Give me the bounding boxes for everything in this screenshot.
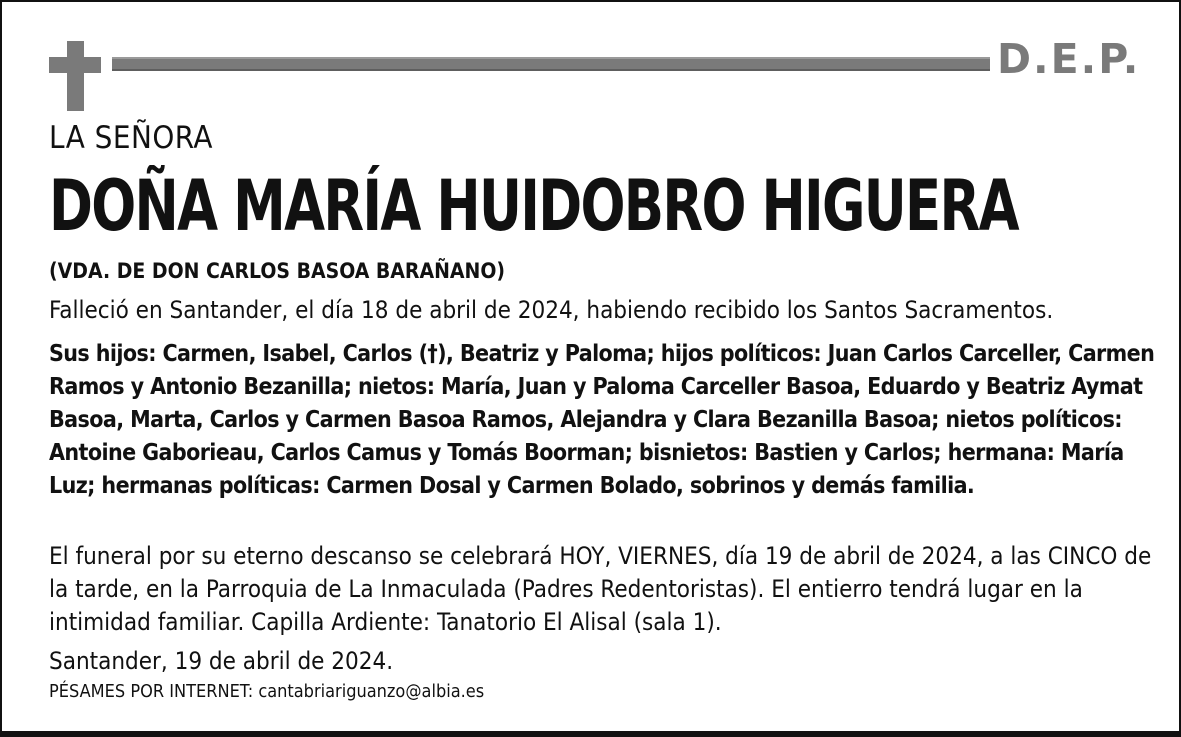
place-date: Santander, 19 de abril de 2024. bbox=[49, 647, 394, 675]
cross-vertical-bar bbox=[67, 41, 84, 111]
widow-of-line: (VDA. DE DON CARLOS BASOA BARAÑANO) bbox=[49, 259, 506, 283]
family-paragraph: Sus hijos: Carmen, Isabel, Carlos (†), Beatriz y Paloma; hijos políticos: Juan Carlos Carceller, Carmen Ramos y Antonio Bezanilla; nietos: María, Juan y Paloma Carceller Basoa, Eduardo y Beatriz Aymat Basoa, Marta, Carlos y Carmen Basoa Ramos, Alejandra y Clara Bezanilla Basoa; nietos políticos: Antoine Gaborieau, Carlos Camus y Tomás Boorman; bisnietos: Bastien y Carlos; hermana: María Luz; hermanas políticas: Carmen Dosal y Carmen Bolado, sobrinos y demás familia. bbox=[49, 341, 1155, 499]
header-rule bbox=[112, 57, 990, 71]
title-prefix: LA SEÑORA bbox=[49, 120, 213, 156]
cross-horizontal-bar bbox=[49, 57, 101, 73]
deceased-name: DOÑA MARÍA HUIDOBRO HIGUERA bbox=[49, 165, 1018, 247]
funeral-paragraph: El funeral por su eterno descanso se celebrará HOY, VIERNES, día 19 de abril de 2024, a las CINCO de la tarde, en la Parroquia de La Inmaculada (Padres Redentoristas). El entierro tendrá lugar en la intimidad familiar. Capilla Ardiente: Tanatorio El Alisal (sala 1). bbox=[49, 542, 1152, 636]
death-line: Falleció en Santander, el día 18 de abril de 2024, habiendo recibido los Santos Sacramentos. bbox=[49, 296, 1054, 324]
dep-label: D.E.P. bbox=[997, 35, 1141, 83]
condolences-line: PÉSAMES POR INTERNET: cantabriariguanzo@albia.es bbox=[49, 681, 485, 702]
